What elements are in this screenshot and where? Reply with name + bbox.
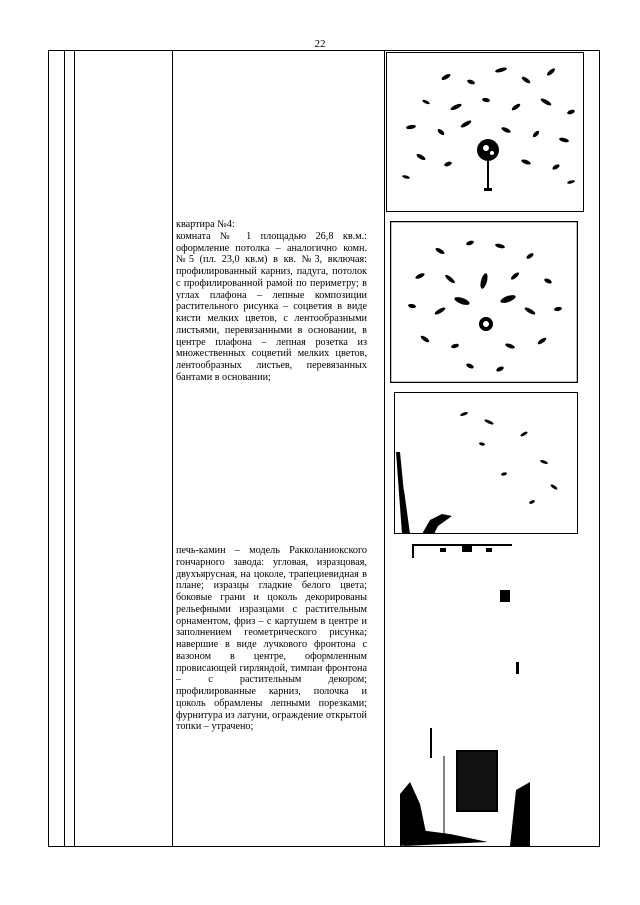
photo-tiled-stove [400,542,530,846]
entry-text: печь-камин – модель Ракколаниокского гончарного завода: угловая, изразцовая, двухъярусная, на цоколе, трапециевидная в плане; изразцы гладкие белого цвета; боковые грани и цоколь декорированы рельефными изразцами с растительным орнаментом, фриз – с картушем в центре и заполнением геометрического рисунка; навершие в виде лучкового фронтона с вазоном в центре, оформленным провисающей гирляндой, тимпан фронтона – с растительным декором; профилированные карниз, полочка и цоколь обрамлены лепными порезками; фурнитура из латуни, ограждение открытой топки – утрачено; [176,545,367,733]
entry-text: комната № 1 площадью 26,8 кв.м.: оформление потолка – аналогично комн. №5 (пл. 23,0 кв.м) в кв. №3, включая: профилированный карниз, падуга, потолок с профилированной рамой по периметру; в углах плафона – лепные композиции растительного рисунка – соцветия в виде кисти мелких цветов, с лентообразными листьями, перевязанными в основании, в центре плафона – лепная розетка из множественных соцветий мелких цветов, лентообразных листьев, перевязанных бантами в основании; [176,230,367,383]
column-divider [74,50,75,847]
entry-heading: квартира №4: [176,219,235,230]
column-divider [172,50,173,847]
photo-ceiling-detail-image [394,392,578,534]
page-number: 22 [314,38,326,50]
photo-ceiling-corner-ornament [386,52,584,212]
column-divider [384,50,385,847]
photo-ceiling-rosette-image [390,221,578,383]
photo-tiled-stove-image [400,542,530,846]
apartment-4-room-1-description [176,219,367,384]
column-divider [64,50,65,847]
stove-description [176,545,367,733]
photo-ceiling-detail [394,392,578,534]
photo-ceiling-corner-ornament-image [386,52,584,212]
photo-ceiling-rosette [390,221,578,383]
